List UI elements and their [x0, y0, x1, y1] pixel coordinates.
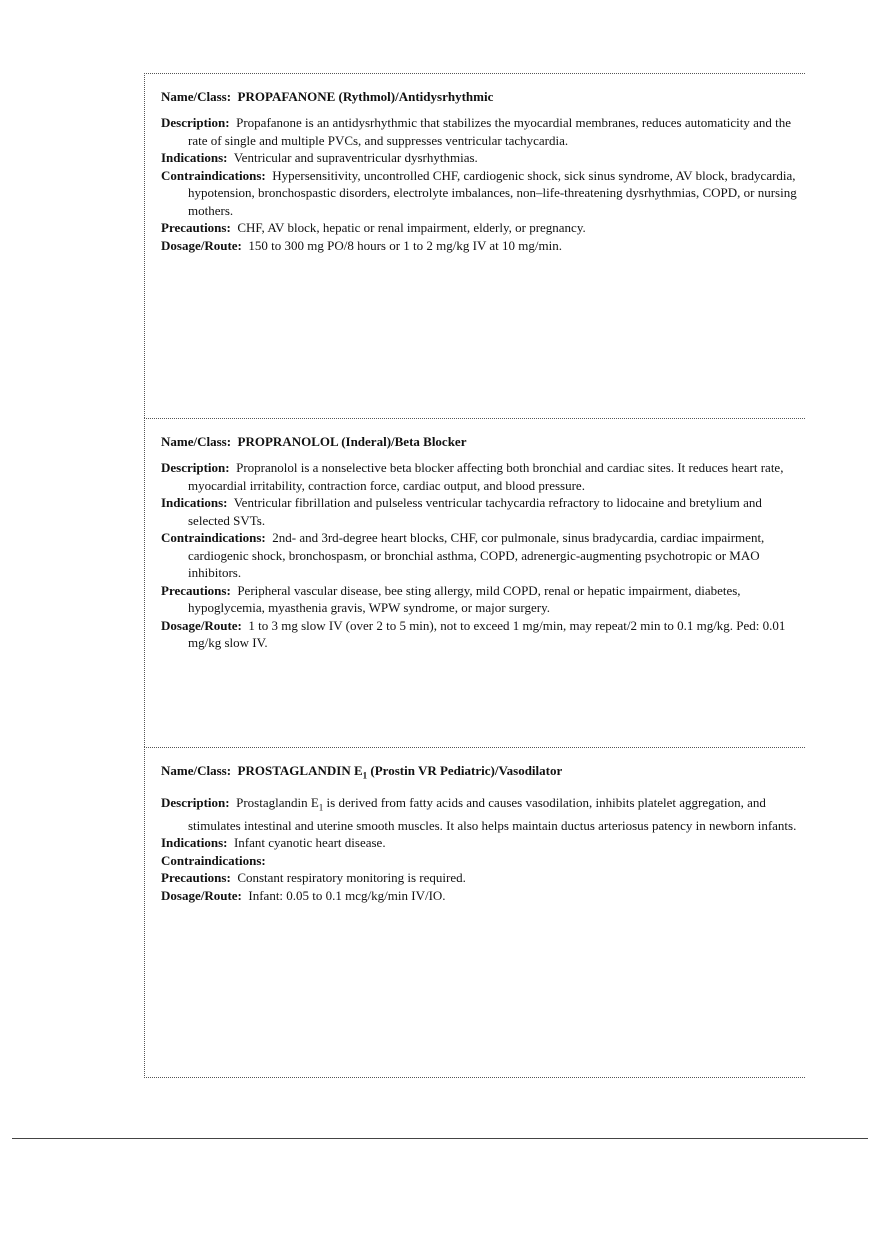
contraindications-label: Contraindications:	[161, 167, 266, 183]
indications-text: Ventricular fibrillation and pulseless ventricular tachycardia refractory to lidocaine and bretylium and selected SVTs.	[188, 495, 762, 528]
name-class-value: PROPRANOLOL (Inderal)/Beta Blocker	[237, 434, 467, 449]
indications-text: Infant cyanotic heart disease.	[233, 835, 386, 851]
description-field	[161, 114, 805, 149]
dosage-text: 1 to 3 mg slow IV (over 2 to 5 min), not to exceed 1 mg/min, may repeat/2 min to 0.1 mg/kg. Ped: 0.01 mg/kg slow IV.	[188, 617, 786, 650]
contraindications-text: 2nd- and 3rd-degree heart blocks, CHF, cor pulmonale, sinus bradycardia, cardiac impairment, cardiogenic shock, bronchospasm, or bronchial asthma, COPD, adrenergic-augmenting psychotropic or MAO inhibitors.	[188, 530, 765, 580]
dosage-field	[161, 237, 805, 255]
name-class-line	[161, 88, 805, 105]
name-class-suffix: (Prostin VR Pediatric)/Vasodilator	[367, 763, 563, 778]
indications-field	[161, 834, 805, 852]
precautions-field	[161, 869, 805, 887]
name-class-value: PROPAFANONE (Rythmol)/Antidysrhythmic	[237, 89, 494, 104]
dosage-field	[161, 887, 805, 905]
dosage-text: 150 to 300 mg PO/8 hours or 1 to 2 mg/kg IV at 10 mg/min.	[248, 237, 562, 253]
contraindications-text: Hypersensitivity, uncontrolled CHF, cardiogenic shock, sick sinus syndrome, AV block, bradycardia, hypotension, bronchospastic disorders, electrolyte imbalances, non–life-threatening dysrhythmias, COPD, or nursing mothers.	[188, 167, 797, 218]
indications-label: Indications:	[161, 495, 228, 510]
contraindications-field	[161, 167, 805, 220]
precautions-label: Precautions:	[161, 220, 231, 235]
description-label: Description:	[161, 115, 230, 130]
name-class-line	[161, 433, 805, 450]
name-class-subscript: 1	[362, 770, 368, 781]
name-class-label: Name/Class:	[161, 434, 232, 449]
description-field	[161, 459, 805, 494]
dosage-text: Infant: 0.05 to 0.1 mcg/kg/min IV/IO.	[248, 887, 446, 903]
precautions-text: Constant respiratory monitoring is required.	[237, 870, 466, 886]
dosage-label: Dosage/Route:	[161, 617, 242, 633]
indications-label: Indications:	[161, 150, 228, 165]
description-field	[161, 794, 805, 835]
precautions-label: Precautions:	[161, 582, 231, 598]
precautions-text: Peripheral vascular disease, bee sting allergy, mild COPD, renal or hepatic impairment, diabetes, hypoglycemia, myasthenia gravis, WPW syndrome, or major surgery.	[188, 582, 741, 615]
description-text: Propranolol is a nonselective beta blocker affecting both bronchial and cardiac sites. It reduces heart rate, myocardial irritability, contraction force, cardiac output, and blood pressure.	[188, 460, 784, 493]
dosage-label: Dosage/Route:	[161, 887, 242, 903]
name-class-line	[161, 762, 805, 785]
contraindications-label: Contraindications:	[161, 852, 266, 868]
description-label: Description:	[161, 460, 230, 475]
dosage-label: Dosage/Route:	[161, 237, 242, 253]
drug-card-propafanone	[144, 73, 805, 418]
dosage-field	[161, 617, 805, 652]
name-class-label: Name/Class:	[161, 89, 232, 104]
indications-field	[161, 494, 805, 529]
description-prefix: Prostaglandin E	[236, 794, 319, 810]
name-class-value	[237, 763, 563, 781]
precautions-field	[161, 219, 805, 237]
description-text: Propafanone is an antidysrhythmic that stabilizes the myocardial membranes, reduces automaticity and the rate of single and multiple PVCs, and suppresses ventricular tachycardia.	[188, 115, 791, 148]
drug-card-propranolol	[144, 418, 805, 747]
contraindications-label: Contraindications:	[161, 530, 266, 545]
description-subscript: 1	[318, 802, 324, 813]
description-suffix: is derived from fatty acids and causes vasodilation, inhibits platelet aggregation, and stimulates intestinal and uterine smooth muscles. It also helps maintain ductus arteriosus patency in newborn infants.	[188, 794, 797, 833]
drug-card-prostaglandin	[144, 747, 805, 1078]
indications-text: Ventricular and supraventricular dysrhythmias.	[233, 150, 478, 165]
precautions-field	[161, 582, 805, 617]
description-label: Description:	[161, 794, 230, 810]
precautions-text: CHF, AV block, hepatic or renal impairment, elderly, or pregnancy.	[237, 220, 586, 235]
indications-label: Indications:	[161, 835, 228, 851]
precautions-label: Precautions:	[161, 870, 231, 886]
name-class-prefix: PROSTAGLANDIN E	[237, 763, 363, 778]
name-class-label: Name/Class:	[161, 763, 232, 778]
contraindications-field	[161, 852, 805, 870]
contraindications-field	[161, 529, 805, 582]
indications-field	[161, 149, 805, 167]
footer-divider	[12, 1138, 868, 1139]
description-text	[188, 795, 796, 833]
